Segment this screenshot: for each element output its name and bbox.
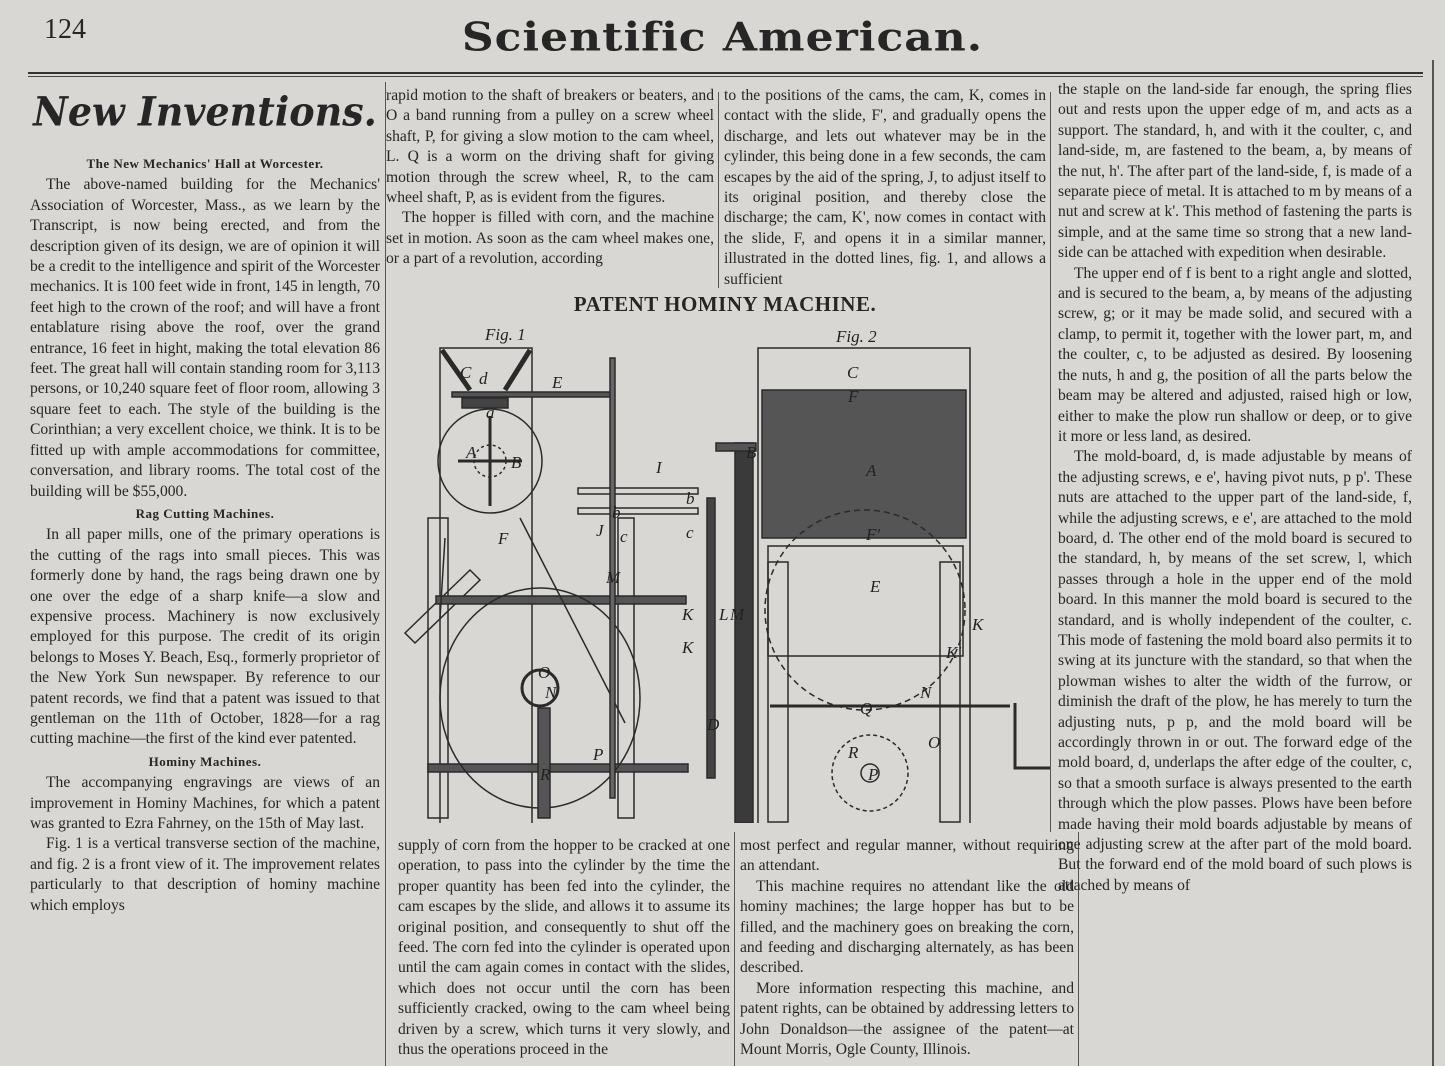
column-divider	[734, 832, 735, 1066]
figure-letter: J	[596, 521, 604, 540]
page-edge-rule	[1432, 60, 1434, 1066]
paragraph: rapid motion to the shaft of breakers or beaters, and O a band running from a pulley on a screw wheel shaft, P, for giving a slow motion to the cam wheel, L. Q is a worm on the driving shaft for giving motion through the screw wheel, R, to the cam wheel shaft, P, as is evident from the figures.	[386, 87, 714, 207]
paragraph: The upper end of f is bent to a right angle and slotted, and is secured to the beam, a, by means of the adjusting screw, g; or it may be made solid, and secured with a clamp, to permit it, together with the lower part, m, and the coulter, c, to be adjusted as desired. By loosening the nuts, h and g, the position of all the parts below the beam may be altered and adjusted, raised high or low, either to make the plow run shallow or deep, or to give it more or less land, as desired.	[1058, 264, 1412, 445]
figure-letter: b	[612, 503, 621, 522]
paragraph: This machine requires no attendant like the old hominy machines; the large hopper has but to be filled, and the machinery goes on breaking the corn, and feeding and discharging alternately, as has been described.	[740, 877, 1074, 977]
article-title: Hominy Machines.	[148, 753, 262, 769]
paragraph: the staple on the land-side far enough, the spring flies out and rests upon the upper edge of m, and acts as a support. The standard, h, and with it the coulter, c, and land-side, m, are fastened to the beam, a, by means of the nut, h'. The after part of the land-side, f, is made of a separate piece of metal. It is attached to m by means of a nut and screw at k'. This method of fastening the parts is simple, and at the same time so strong that a new land-side can be attached with expedition when desirable.	[1058, 81, 1412, 262]
article-title: Rag Cutting Machines.	[135, 505, 275, 521]
paragraph: Fig. 1 is a vertical transverse section of the machine, and fig. 2 is a front view of it. The improvement relates particularly to that description of hominy machine which employs	[30, 835, 380, 914]
figure-letter: O	[538, 663, 551, 682]
fig2-label: Fig. 2	[836, 327, 877, 346]
figure-letter: F	[498, 529, 509, 548]
paragraph: The above-named building for the Mechanics' Association of Worcester, Mass., as we learn by the Transcript, is now being erected, and from the description given of its design, we are of opinion it will be a credit to the intelligence and spirit of the Worcester mechanics. It is 100 feet wide in front, 145 in length, 70 feet high to the crown of the roof; and will have a front entablature rising above the roof, over the grand entrance, 16 feet in hight, making the total elevation 86 feet. The great hall will contain standing room for 3,113 persons, or 10,240 square feet of floor room, allowing 3 square feet to each. The style of the building is the Corinthian; a very excellent choice, we think. It is to be fitted up with ample accommodations for committee, conversation, and library rooms. The total cost of the building will be $55,000.	[30, 176, 380, 500]
column-4	[1058, 80, 1412, 1066]
figure-letter: K	[682, 638, 694, 657]
figure-letter: R	[540, 765, 551, 784]
fig2-drawing	[716, 348, 1050, 823]
figure-letter: d	[479, 369, 488, 388]
article-title: The New Mechanics' Hall at Worcester.	[86, 156, 324, 171]
figure-letter: P	[868, 765, 879, 784]
page-number: 124	[44, 14, 86, 45]
paragraph: The mold-board, d, is made adjustable by means of the adjusting screws, e e', having pivot nuts, p p'. These nuts are attached to the upper part of the land-side, f, while the adjusting screws, e e', are attached to the mold board, d. The other end of the mold board is secured to the standard, h, by means of the set screw, l, which passes through a hole in the upper end of the mold board. In this manner the mold board is secured to the standard, and is wholly independent of the coulter, c. This mode of fastening the mold board also permits it to swing at its juncture with the standard, so that when the plowman wishes to alter the width of the furrow, or diminish the draft of the plow, he has merely to turn the adjusting nuts, p p, and the mold board will be accordingly thrown in or out. The forward edge of the mold board, d, underlaps the after edge of the coulter, c, so that a smooth surface is always presented to the earth through which the plow passes. Plows have been before made having their mold boards adjustable by means of one adjusting screw at the after part of the mold board. But the forward end of the mold board of such plows is attached by means of	[1058, 448, 1412, 894]
column-divider	[1050, 92, 1051, 832]
figure-letter: C	[847, 363, 859, 382]
figure-letter: B	[746, 443, 757, 462]
figure-letter: O	[928, 733, 941, 752]
figure-letter: E	[552, 373, 563, 392]
paragraph: More information respecting this machine, and patent rights, can be obtained by addressing letters to John Donaldson—the assignee of the patent—at Mount Morris, Ogle County, Illinois.	[740, 979, 1074, 1059]
figure-letter: M	[606, 568, 621, 587]
column-divider	[718, 92, 719, 288]
figure-letter: B	[511, 453, 522, 472]
figure-letter: a	[486, 403, 495, 422]
header-rule	[28, 72, 1423, 74]
figure-letter: b	[686, 489, 695, 508]
figure-letter: F	[848, 387, 859, 406]
figure-letter: R	[848, 743, 859, 762]
paragraph: to the positions of the cams, the cam, K, comes in contact with the slide, F', and gradually opens the discharge, and lets out whatever may be in the cylinder, this being done in a few seconds, the cam escapes by the aid of the spring, J, to adjust itself to its original position, and thereby close the discharge; the cam, K', now comes in contact with the slide, F, and opens it in a similar manner, illustrated in the dotted lines, fig. 1, and allows a sufficient	[724, 87, 1046, 286]
column-2-top	[386, 86, 714, 286]
column-2-bottom	[398, 836, 730, 1066]
figure-letter: Q	[860, 699, 873, 718]
figure-title: PATENT HOMINY MACHINE.	[573, 292, 877, 316]
figure-letter: C	[460, 363, 472, 382]
header-rule	[28, 76, 1423, 77]
figure-letter: c	[686, 523, 694, 542]
paragraph: supply of corn from the hopper to be cracked at one operation, to pass into the cylinder by the time the proper quantity has been fed into the cylinder, the cam escapes by the slide, and allows it to assume its original position, and consequently to shut off the feed. The corn fed into the cylinder is operated upon until the cam again comes in contact with the slides, which does not occur until the corn has been sufficiently cracked, owing to the cam wheel being driven by a screw, which turns it very slowly, and thus the operations proceed in the	[398, 837, 730, 1059]
figure-letter: K	[682, 605, 694, 624]
figure-letter: K'	[946, 643, 961, 662]
figure-letter: N	[920, 683, 932, 702]
figure-letter: A	[466, 443, 477, 462]
figure-letter: F'	[866, 525, 881, 544]
figure-letter: K	[972, 615, 984, 634]
figure-letter: M	[730, 605, 745, 624]
figure-letter: E	[870, 577, 881, 596]
paragraph: The accompanying engravings are views of an improvement in Hominy Machines, for which a patent was granted to Ezra Fahrney, on the 15th of May last.	[30, 774, 380, 832]
hominy-machine-engraving	[400, 318, 1050, 823]
figure-letter: N	[545, 683, 557, 702]
figure-letter: P	[593, 745, 604, 764]
figure-letter: A	[866, 461, 877, 480]
paragraph: The hopper is filled with corn, and the machine set in motion. As soon as the cam wheel makes one, or a part of a revolution, according	[386, 209, 714, 268]
section-title: New Inventions.	[33, 87, 377, 136]
fig1-label: Fig. 1	[485, 325, 526, 344]
column-3-top	[724, 86, 1046, 286]
column-3-bottom	[740, 836, 1074, 1066]
paragraph: In all paper mills, one of the primary operations is the cutting of the rags into small pieces. This was formerly done by hand, the rags being drawn one by one over the edge of a sharp knife—a slow and expensive process. Machinery is now exclusively employed for this purpose. The credit of its origin belongs to Moses Y. Beach, Esq., formerly proprietor of the New York Sun newspaper. By reference to our patent records, we find that a patent was issued to that gentleman on the 11th of October, 1828—for a rag cutting machine—the first of the kind ever patented.	[30, 526, 380, 748]
fig1-drawing	[405, 348, 753, 823]
figure-letter: L	[719, 605, 729, 624]
paragraph: most perfect and regular manner, without requiring an attendant.	[740, 837, 1074, 875]
masthead: Scientific American.	[461, 14, 984, 61]
figure-letter: I	[656, 458, 662, 477]
column-1	[30, 80, 380, 1066]
figure-letter: c	[620, 527, 628, 546]
figure-letter: D	[707, 715, 720, 734]
